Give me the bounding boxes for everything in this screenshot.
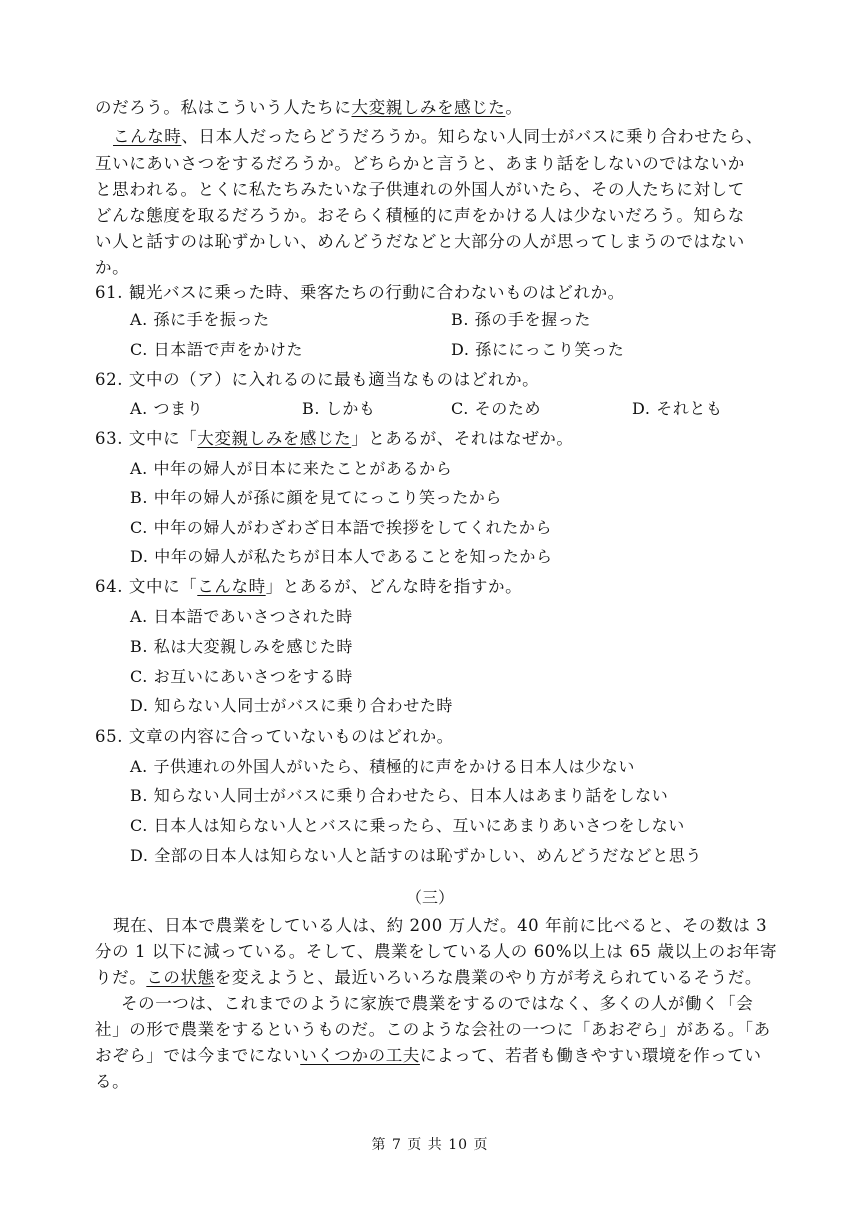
passage-text: によって、若者も働きやすい環境を作ってい: [419, 1046, 762, 1065]
section3-line-1: 現在、日本で農業をしている人は、約 200 万人だ。40 年前に比べると、その数は 3: [113, 916, 768, 935]
q63-option-c[interactable]: C. 中年の婦人がわざわざ日本語で挨拶をしてくれたから: [130, 518, 553, 537]
passage-text: のだろう。私はこういう人たちに: [95, 98, 352, 117]
underlined-phrase: 大変親しみを感じた: [351, 98, 506, 117]
q61-option-a[interactable]: A. 孫に手を振った: [130, 310, 270, 329]
q65-option-d[interactable]: D. 全部の日本人は知らない人と話すのは恥ずかしい、めんどうだなどと思う: [130, 846, 703, 865]
section3-line-7: る。: [95, 1072, 130, 1091]
section3-line-3: [95, 968, 775, 988]
underlined-phrase: こんな時: [113, 127, 182, 146]
q64-option-a[interactable]: A. 日本語であいさつされた時: [130, 607, 353, 626]
section3-line-6: [95, 1046, 775, 1066]
q63-option-b[interactable]: B. 中年の婦人が孫に顔を見てにっこり笑ったから: [130, 488, 503, 507]
q62-option-c[interactable]: C. そのため: [451, 399, 542, 418]
question-64-stem: [95, 577, 775, 597]
q62-option-b[interactable]: B. しかも: [302, 399, 376, 418]
passage-text: おぞら」では今までにない: [95, 1046, 301, 1065]
question-text: 63. 文中に「: [95, 429, 198, 448]
question-63-stem: [95, 429, 775, 449]
q65-option-c[interactable]: C. 日本人は知らない人とバスに乗ったら、互いにあまりあいさつをしない: [130, 816, 685, 835]
passage-line-6: い人と話すのは恥ずかしい、めんどうだなどと大部分の人が思ってしまうのではない: [95, 232, 745, 251]
q64-option-b[interactable]: B. 私は大変親しみを感じた時: [130, 637, 353, 656]
q63-option-a[interactable]: A. 中年の婦人が日本に来たことがあるから: [130, 459, 453, 478]
page-footer: 第 7 页 共 10 页: [371, 1137, 489, 1153]
underlined-phrase: こんな時: [197, 577, 266, 596]
question-text: 64. 文中に「: [95, 577, 198, 596]
question-text: 」とあるが、それはなぜか。: [351, 429, 574, 448]
passage-text: りだ。: [95, 968, 147, 987]
passage-line-2: [113, 127, 793, 147]
question-62-stem: 62. 文中の（ア）に入れるのに最も適当なものはどれか。: [95, 370, 540, 389]
question-65-stem: 65. 文章の内容に合っていないものはどれか。: [95, 727, 454, 746]
passage-line-3: 互いにあいさつをするだろうか。どちらかと言うと、あまり話をしないのではないか: [95, 154, 745, 173]
underlined-phrase: この状態: [146, 968, 215, 987]
q62-option-a[interactable]: A. つまり: [130, 399, 204, 418]
q61-option-d[interactable]: D. 孫ににっこり笑った: [451, 340, 625, 359]
q61-option-c[interactable]: C. 日本語で声をかけた: [130, 340, 304, 359]
passage-line-5: どんな態度を取るだろうか。おそらく積極的に声をかける人は少ないだろう。知らな: [95, 206, 745, 225]
q61-option-b[interactable]: B. 孫の手を握った: [451, 310, 591, 329]
passage-line-1: [95, 98, 775, 118]
q65-option-a[interactable]: A. 子供連れの外国人がいたら、積極的に声をかける日本人は少ない: [130, 757, 635, 776]
section-title: （三）: [405, 888, 454, 907]
passage-line-7: か。: [95, 258, 130, 277]
passage-text: 、日本人だったらどうだろうか。知らない人同士がバスに乗り合わせたら、: [181, 127, 763, 146]
passage-text: を変えようと、最近いろいろな農業のやり方が考えられているそうだ。: [214, 968, 762, 987]
q65-option-b[interactable]: B. 知らない人同士がバスに乗り合わせたら、日本人はあまり話をしない: [130, 786, 669, 805]
passage-text: 。: [505, 98, 523, 117]
section3-line-2: 分の 1 以下に減っている。そして、農業をしている人の 60%以上は 65 歳以上のお年寄: [95, 942, 778, 961]
underlined-phrase: 大変親しみを感じた: [197, 429, 352, 448]
q63-option-d[interactable]: D. 中年の婦人が私たちが日本人であることを知ったから: [130, 547, 553, 566]
q62-option-d[interactable]: D. それとも: [632, 399, 723, 418]
q64-option-d[interactable]: D. 知らない人同士がバスに乗り合わせた時: [130, 696, 454, 715]
section3-line-5: 社」の形で農業をするというものだ。このような会社の一つに「あおぞら」がある。「あ: [95, 1020, 771, 1039]
underlined-phrase: いくつかの工夫: [300, 1046, 420, 1065]
section3-line-4: その一つは、これまでのように家族で農業をするのではなく、多くの人が働く「会: [121, 994, 754, 1013]
q64-option-c[interactable]: C. お互いにあいさつをする時: [130, 667, 353, 686]
question-text: 」とあるが、どんな時を指すか。: [265, 577, 523, 596]
question-61-stem: 61. 観光バスに乗った時、乗客たちの行動に合わないものはどれか。: [95, 283, 625, 302]
passage-line-4: と思われる。とくに私たちみたいな子供連れの外国人がいたら、その人たちに対して: [95, 180, 745, 199]
